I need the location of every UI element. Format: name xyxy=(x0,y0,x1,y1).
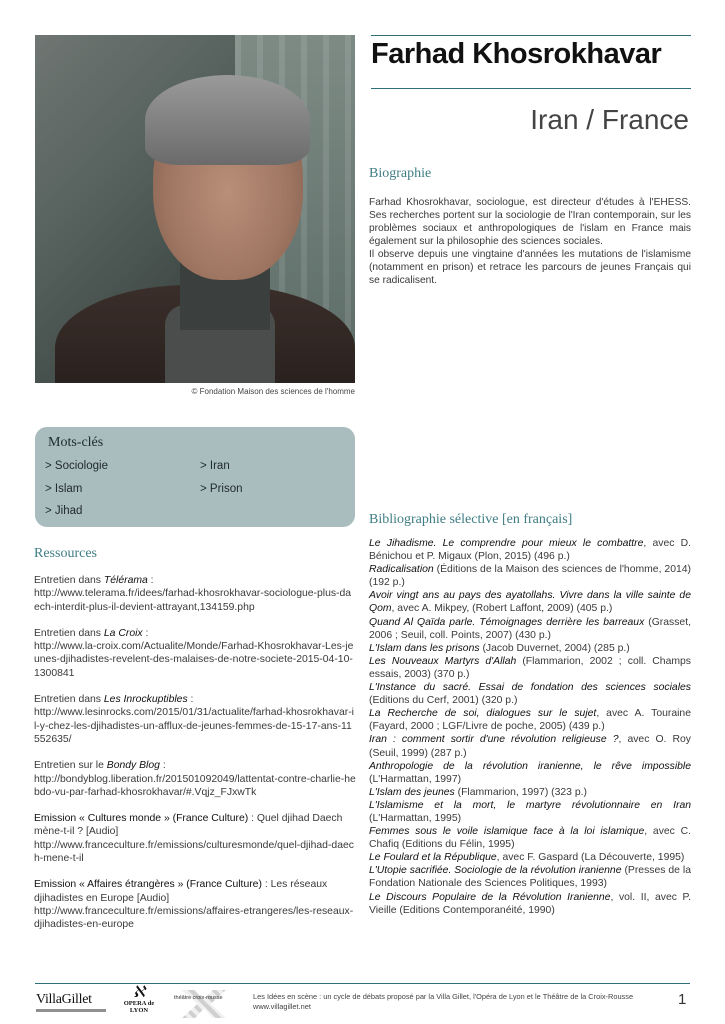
bibliography-title: Bibliographie sélective [en français] xyxy=(369,512,573,527)
resource-prefix: Entretien dans xyxy=(34,694,104,706)
resource-source: La Croix xyxy=(103,627,143,639)
book-details: (L'Harmattan, 1995) xyxy=(369,812,462,824)
keyword-item: > Islam xyxy=(45,483,83,495)
keyword-item: > Jihad xyxy=(45,505,83,517)
resource-link[interactable]: http://bondyblog.liberation.fr/201501092049/lattentat-contre-charlie-hebdo-vu-par-farhad-khosrokhavar/#.Vqjz_FJxwTk xyxy=(34,773,356,798)
resource-link[interactable]: http://www.franceculture.fr/emissions/culturesmonde/quel-djihad-daech-mene-t-il xyxy=(34,839,354,865)
book-title: Radicalisation xyxy=(369,564,434,576)
biography-paragraph: Farhad Khosrokhavar, sociologue, est directeur d'études à l'EHESS. Ses recherches portent sur la sociologie de l'Iran contemporain, sur les problèmes sociaux et anthropologiques de l'islam en France mais également sur la philosophie des sciences sociales. xyxy=(369,197,691,247)
book-details: (Flammarion, 1997) (323 p.) xyxy=(454,786,587,798)
villa-gillet-underline xyxy=(36,1009,106,1012)
bibliography-item xyxy=(369,786,691,799)
keywords-title: Mots-clés xyxy=(48,435,104,450)
footer-website-link[interactable]: www.villagillet.net xyxy=(253,1002,311,1011)
keyword-item: > Prison xyxy=(200,483,243,495)
resource-suffix: : Les réseaux djihadistes en Europe [Audio] xyxy=(34,879,328,904)
photo-hair xyxy=(145,75,310,165)
resource-suffix: : xyxy=(187,694,194,706)
resource-entry xyxy=(34,759,356,799)
theatre-wordmark: théâtre croix-rousse xyxy=(174,995,223,1001)
person-name: Farhad Khosrokhavar xyxy=(371,38,662,70)
resources-title: Ressources xyxy=(34,546,97,561)
bibliography-list xyxy=(369,537,691,917)
portrait-photo xyxy=(35,35,355,383)
bibliography-item xyxy=(369,616,691,642)
header-top-rule xyxy=(371,35,691,36)
resource-source: Télérama xyxy=(103,575,148,586)
villa-gillet-wordmark: VillaGillet xyxy=(36,992,92,1007)
book-title: L'Islam dans les prisons xyxy=(369,642,480,654)
book-details: , avec C. Chafiq (Editions du Félin, 1995) xyxy=(369,826,692,851)
bibliography-item xyxy=(369,655,691,681)
book-details: , avec O. Roy (Seuil, 1999) (287 p.) xyxy=(369,734,691,759)
bibliography-item xyxy=(369,681,691,707)
bibliography-item xyxy=(369,799,691,825)
resource-link[interactable]: http://www.franceculture.fr/emissions/affaires-etrangeres/les-reseaux-djihadistes-en-europe xyxy=(34,905,354,931)
book-title: La Recherche de soi, dialogues sur le sujet xyxy=(369,708,597,720)
resource-source: Les Inrockuptibles xyxy=(103,694,188,706)
resource-prefix: Emission « Cultures monde » (France Culture) xyxy=(34,813,249,825)
resource-entry xyxy=(34,812,356,865)
book-title: L'Utopie sacrifiée. Sociologie de la révolution iranienne xyxy=(369,865,622,877)
book-title: L'Instance du sacré. Essai de fondation des sciences sociales xyxy=(369,682,691,694)
bibliography-item xyxy=(369,563,691,589)
book-details: (L'Harmattan, 1997) xyxy=(369,773,462,785)
photo-credit: © Fondation Maison des sciences de l'homme xyxy=(191,387,355,396)
book-details: , avec D. Bénichou et P. Migaux (Plon, 2015) (496 p.) xyxy=(369,538,692,563)
resource-suffix: : xyxy=(147,575,154,586)
book-title: Femmes sous le voile islamique face à la loi islamique xyxy=(369,826,645,838)
resource-prefix: Emission « Affaires étrangères » (France Culture) xyxy=(34,879,262,891)
book-title: Iran : comment sortir d'une révolution religieuse ? xyxy=(369,734,619,746)
resource-suffix: : xyxy=(159,760,166,772)
bibliography-item xyxy=(369,864,691,890)
resource-entry xyxy=(34,574,356,614)
resource-link[interactable]: http://www.lesinrocks.com/2015/01/31/actualite/farhad-khosrokhavar-il-y-chez-les-djihadistes-un-afflux-de-jeunes-femmes-de-15-17-ans-11552635/ xyxy=(34,707,354,745)
resource-link[interactable]: http://www.la-croix.com/Actualite/Monde/Farhad-Khosrokhavar-Les-jeunes-djihadistes-revelent-des-malaises-de-notre-societe-2015-04-10-1300841 xyxy=(34,641,354,679)
book-details: (Grasset, 2006 ; Seuil, coll. Points, 2007) (430 p.) xyxy=(369,616,691,641)
book-details: , avec F. Gaspard (La Découverte, 1995) xyxy=(496,852,685,864)
resources-list xyxy=(34,574,356,945)
book-title: Quand Al Qaïda parle. Témoignages derrière les barreaux xyxy=(369,616,645,628)
opera-lyon-wordmark: OPERA de LYON xyxy=(123,1000,155,1014)
book-title: L'Islam des jeunes xyxy=(369,786,455,798)
bibliography-item xyxy=(369,537,691,563)
book-title: Anthropologie de la révolution iranienne, le rêve impossible xyxy=(369,760,691,772)
resource-suffix: : Quel djihad Daech mène-t-il ? [Audio] xyxy=(34,813,343,838)
book-details: , vol. II, avec P. Vieille (Editions Contemporanéité, 1990) xyxy=(369,891,691,916)
bibliography-item xyxy=(369,707,691,733)
bibliography-item xyxy=(369,851,691,864)
opera-lyon-logo xyxy=(114,986,164,1014)
bibliography-item xyxy=(369,825,691,851)
resource-prefix: Entretien sur le xyxy=(34,760,107,772)
book-title: Avoir vingt ans au pays des ayatollahs. Vivre dans la ville sainte de Qom xyxy=(369,590,691,615)
resource-entry xyxy=(34,627,356,680)
opera-lyon-mark-icon: ℵ xyxy=(133,984,145,1001)
keywords-box xyxy=(35,427,355,527)
resource-prefix: Entretien dans xyxy=(34,575,104,586)
resource-source: Bondy Blog xyxy=(106,760,160,772)
resource-entry xyxy=(34,878,356,931)
book-title: L'Islamisme et la mort, le martyre révolutionnaire en Iran xyxy=(369,799,691,811)
book-title: Le Discours Populaire de la Révolution Iranienne xyxy=(369,891,611,903)
book-details: (Editions du Cerf, 2001) (320 p.) xyxy=(369,695,518,707)
biography-text xyxy=(369,196,691,287)
book-title: Le Jihadisme. Le comprendre pour mieux le combattre xyxy=(369,538,644,549)
page-number: 1 xyxy=(678,991,687,1008)
book-details: (Jacob Duvernet, 2004) (285 p.) xyxy=(479,642,630,654)
bibliography-item xyxy=(369,760,691,786)
resource-link[interactable]: http://www.telerama.fr/idees/farhad-khosrokhavar-sociologue-plus-daech-interdit-plus-il-devient-attrayant,134159.php xyxy=(34,588,352,613)
resource-suffix: : xyxy=(142,627,149,639)
villa-gillet-logo xyxy=(36,992,106,1012)
book-details: (Éditions de la Maison des sciences de l'homme, 2014) (192 p.) xyxy=(369,564,691,589)
resource-prefix: Entretien dans xyxy=(34,627,104,639)
header-bottom-rule xyxy=(371,88,691,89)
keyword-item: > Sociologie xyxy=(45,460,108,472)
book-details: (Presses de la Fondation Nationale des Sciences Politiques, 1993) xyxy=(369,865,691,890)
biography-paragraph: Il observe depuis une vingtaine d'années les mutations de l'islamisme (notamment en prison) et retrace les parcours de jeunes Français qui se radicalisent. xyxy=(369,249,691,286)
book-title: Le Foulard et la République xyxy=(369,852,497,864)
footer-line: Les Idées en scène : un cycle de débats proposé par la Villa Gillet, l'Opéra de Lyon et le Théâtre de la Croix-Rousse xyxy=(253,992,634,1001)
bibliography-item xyxy=(369,589,691,615)
biography-title: Biographie xyxy=(369,166,432,181)
person-country: Iran / France xyxy=(530,104,689,135)
bibliography-item xyxy=(369,642,691,655)
theatre-croix-rousse-logo xyxy=(174,990,234,1018)
book-details: (Flammarion, 2002 ; coll. Champs essais, 2003) (370 p.) xyxy=(369,655,691,680)
bibliography-item xyxy=(369,891,691,917)
keyword-item: > Iran xyxy=(200,460,230,472)
book-details: , avec A. Touraine (Fayard, 2000 ; LGF/Livre de poche, 2005) (439 p.) xyxy=(369,708,691,733)
book-title: Les Nouveaux Martyrs d'Allah xyxy=(369,655,517,667)
resource-entry xyxy=(34,693,356,746)
footer-text xyxy=(253,992,633,1012)
bibliography-item xyxy=(369,733,691,759)
book-details: , avec A. Mikpey, (Robert Laffont, 2009) (405 p.) xyxy=(391,603,613,615)
